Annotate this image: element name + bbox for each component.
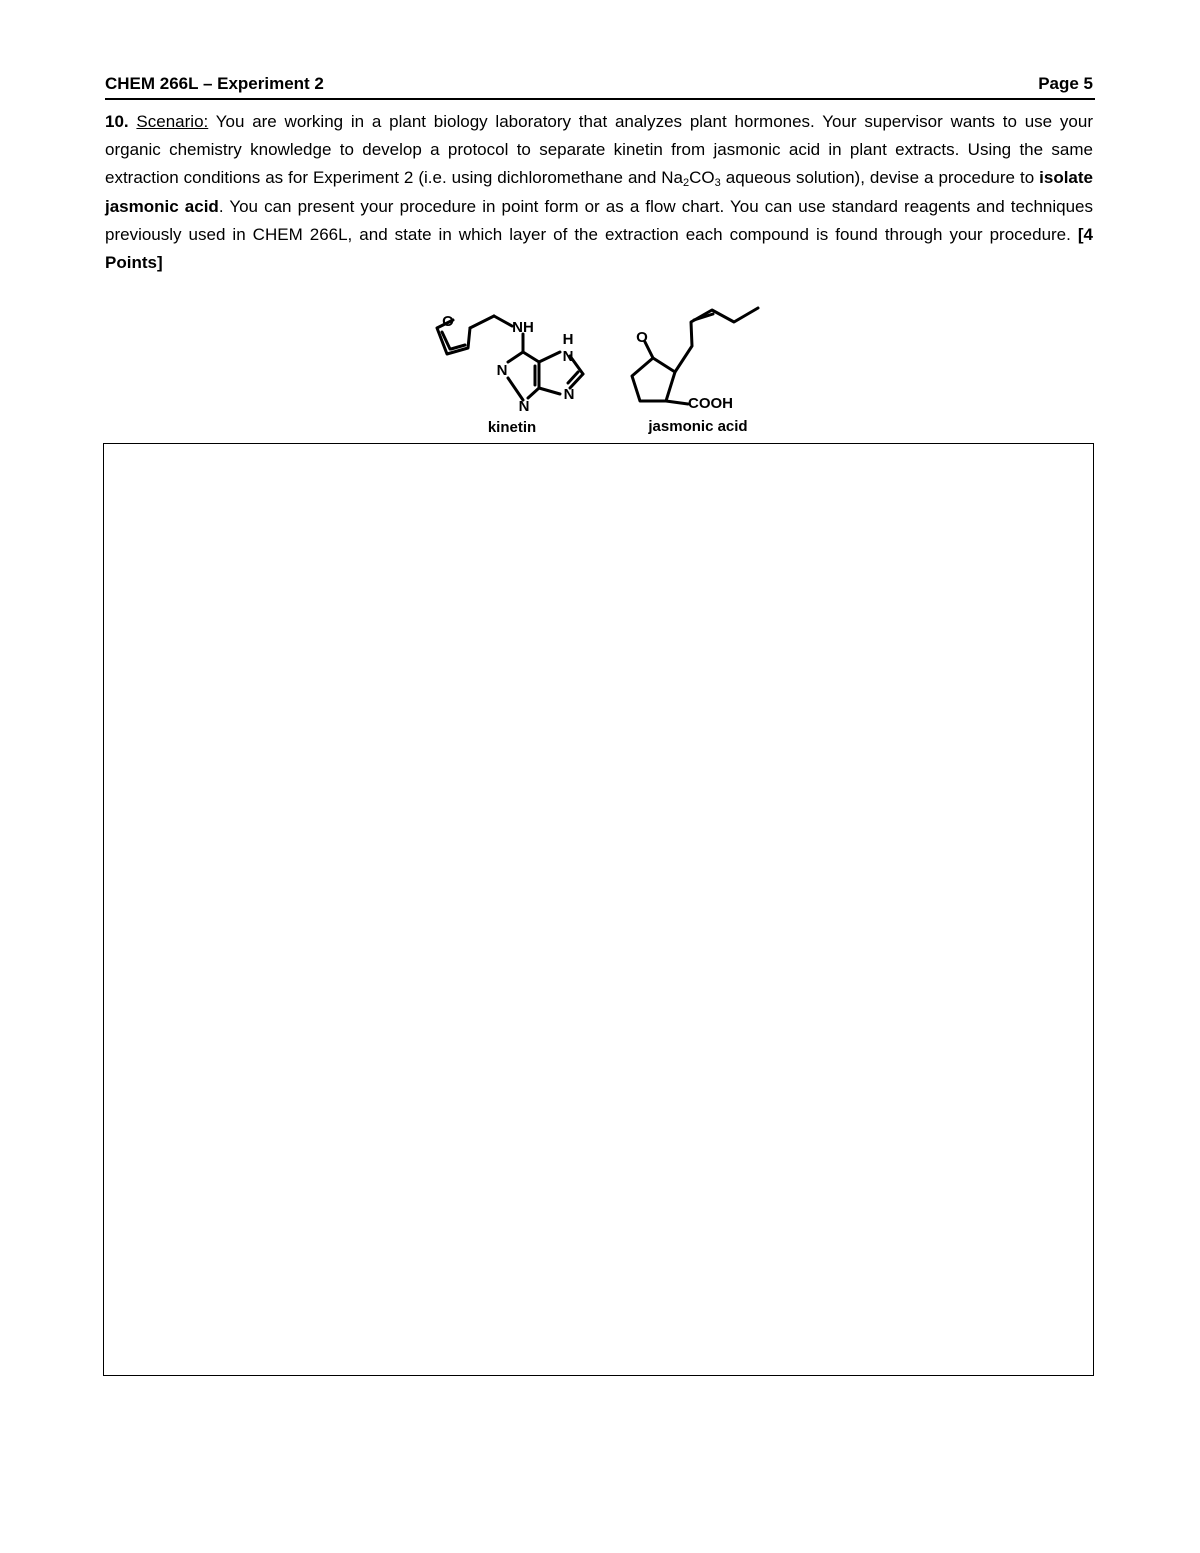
question-text-1: You are working in a plant biology laboratory that analyzes plant hormones. Your supervisor wants to use your organic chemistry knowledge to develop a protocol to separate kinetin from jasmonic acid in plant extracts. Using the same extraction conditions as for Experiment 2 (i.e. using dichloromethane and Na — [105, 112, 1093, 188]
bold-phrase: isolate jasmonic acid — [105, 168, 1093, 216]
page-number: Page 5 — [1038, 74, 1093, 93]
jasmonic-atom-cooh: COOH — [688, 395, 733, 412]
question-text-co: CO — [689, 168, 715, 188]
kinetin-atom-n7: N — [563, 386, 575, 403]
scenario-label: Scenario: — [136, 112, 209, 131]
kinetin-atom-h9: H — [562, 331, 574, 348]
kinetin-atom-o: O — [442, 313, 454, 330]
jasmonic-atom-o: O — [636, 329, 648, 346]
jasmonic-acid-label: jasmonic acid — [648, 418, 748, 435]
kinetin-atom-n3: N — [518, 398, 530, 415]
page-header — [105, 72, 1095, 100]
subscript-2: 2 — [683, 177, 690, 190]
kinetin-label: kinetin — [487, 419, 537, 436]
answer-box[interactable] — [103, 443, 1094, 1376]
structures-figure — [420, 298, 780, 440]
subscript-3: 3 — [714, 177, 721, 190]
question-number: 10. — [105, 112, 129, 131]
kinetin-atom-n1: N — [496, 362, 508, 379]
points-label: [4 Points] — [105, 224, 1093, 273]
course-title: CHEM 266L – Experiment 2 — [105, 74, 324, 93]
question-10 — [105, 108, 1093, 277]
question-text-2: aqueous solution), devise a procedure to — [720, 168, 1040, 188]
kinetin-atom-n9: N — [562, 348, 574, 365]
kinetin-atom-nh: NH — [512, 319, 534, 336]
question-text-3: . You can present your procedure in point form or as a flow chart. You can use standard reagents and techniques previously used in CHEM 266L, and state in which layer of the extraction each compound is found through your procedure. — [105, 196, 1093, 244]
structures-svg — [420, 298, 780, 440]
